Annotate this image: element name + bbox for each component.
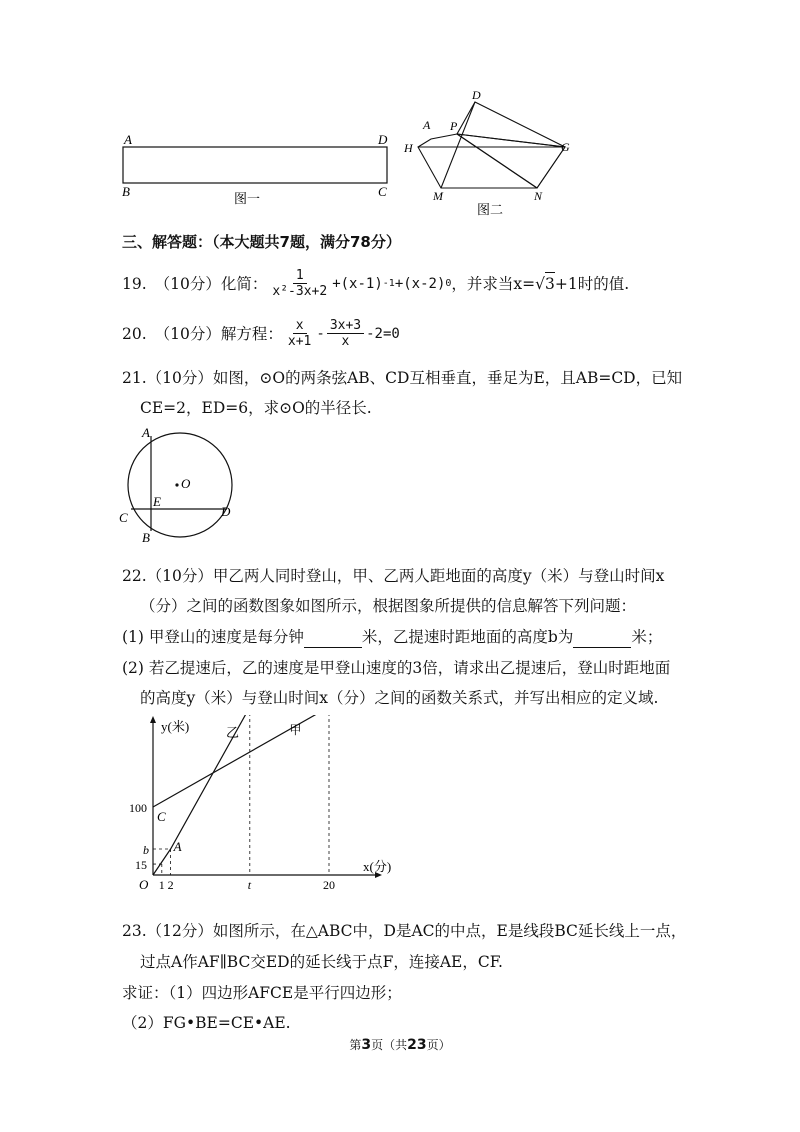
q23-line2: 过点A作AF∥BC交ED的延长线于点F，连接AE，CF.	[140, 953, 503, 971]
caption-fig1: 图一	[234, 191, 261, 206]
label-D: D	[221, 504, 231, 519]
label-A: A	[124, 132, 132, 147]
series-jia-name: 甲	[289, 723, 302, 737]
rectangle-abcd	[123, 147, 387, 183]
q23-line4: （2）FG•BE=CE•AE.	[122, 1014, 291, 1032]
chart-axes	[150, 716, 382, 878]
q20-fraction-2: $\frac{3x+3}{x}$	[327, 318, 364, 349]
q23-line3: 求证：（1）四边形AFCE是平行四边形；	[122, 984, 402, 1002]
y-axis-label: y(米)	[161, 719, 190, 734]
ytick-100: 100	[129, 801, 147, 815]
q22-part1: (1) 甲登山的速度是每分钟 米，乙提速时距地面的高度b为 米；	[122, 628, 663, 646]
q20-score: （10分）解方程：	[154, 324, 283, 343]
point-C: C	[157, 809, 166, 824]
q22-line1: 22.（10分）甲乙两人同时登山，甲、乙两人距地面的高度y（米）与登山时间x	[122, 567, 665, 585]
center-dot	[175, 483, 178, 486]
origin-label: O	[139, 877, 149, 892]
q19-tail2: +1时的值.	[554, 274, 630, 293]
question-19: 19. （10分）化简： $\frac{1}{\text{x²-3x+2}}$ +(x-1) -1 +(x-2) 0 ，并求当x= √ 3 +1时的值.	[122, 268, 630, 299]
q19-sqrt: 3	[545, 272, 555, 295]
xtick-2: 2	[167, 878, 174, 892]
xtick-t: t	[247, 878, 252, 892]
q19-score: （10分）化简：	[154, 274, 268, 293]
q21-line2: CE=2，ED=6，求⊙O的半径长.	[140, 399, 372, 417]
label-B: B	[142, 530, 150, 545]
q19-tail: ，并求当x=	[451, 274, 536, 293]
label-A: A	[142, 425, 150, 440]
label-G: G	[561, 140, 570, 154]
label-O: O	[181, 476, 191, 491]
q19-expr2: +(x-2)	[394, 275, 446, 292]
figure-circle	[115, 425, 245, 545]
sqrt-sign: √	[535, 274, 546, 293]
series-yi-name: 乙	[226, 725, 240, 740]
label-A2: A	[423, 118, 431, 132]
current-page: 3	[361, 1037, 372, 1053]
q22-part2-line1: (2) 若乙提速后，乙的速度是甲登山速度的3倍，请求出乙提速后，登山时距地面	[122, 659, 671, 677]
ytick-15: 15	[135, 858, 147, 873]
point-A: A	[173, 839, 182, 854]
page-footer: 第3页（共23页）	[349, 1037, 451, 1053]
label-B: B	[122, 184, 130, 199]
lower-quad	[418, 134, 565, 188]
q19-expr: +(x-1)	[332, 275, 383, 292]
label-D: D	[378, 132, 388, 147]
label-N: N	[534, 189, 543, 203]
label-P: P	[450, 119, 458, 133]
q20-fraction-1: $\frac{x}{x+1}$	[287, 318, 312, 349]
label-H: H	[404, 141, 413, 155]
label-C: C	[119, 510, 128, 525]
q19-number: 19.	[122, 274, 147, 293]
label-D2: D	[472, 90, 481, 102]
height-time-chart	[125, 715, 415, 895]
q21-line1: 21.（10分）如图，⊙O的两条弦AB、CD互相垂直，垂足为E，且AB=CD，已知	[122, 369, 683, 387]
label-M: M	[433, 189, 443, 203]
q20-number: 20.	[122, 324, 147, 343]
label-E: E	[153, 494, 161, 509]
section-title: 三、解答题：（本大题共7题，满分78分）	[122, 233, 401, 251]
circle-o	[128, 433, 232, 537]
question-20: 20. （10分）解方程： $\frac{x}{x+1}$ - $\frac{3x+3}{x}$ -2=0	[122, 318, 400, 349]
figure-1	[110, 128, 400, 218]
xtick-20: 20	[323, 878, 335, 892]
x-axis-label: x(分)	[363, 859, 392, 874]
xtick-1: 1	[158, 878, 165, 892]
answer-blank-2[interactable]	[573, 631, 631, 648]
q22-part2-line2: 的高度y（米）与登山时间x（分）之间的函数关系式，并写出相应的定义域.	[140, 689, 659, 707]
ytick-b: b	[143, 843, 149, 857]
chart-labels	[127, 715, 391, 892]
q23-line1: 23.（12分）如图所示，在△ABC中，D是AC的中点，E是线段BC延长线上一点，	[122, 922, 687, 940]
figure-2	[395, 90, 595, 220]
caption-fig2: 图二	[477, 202, 504, 217]
answer-blank-1[interactable]	[304, 631, 362, 648]
q22-line2: （分）之间的函数图象如图所示，根据图象所提供的信息解答下列问题：	[140, 597, 637, 615]
q20-tail: -2=0	[366, 325, 400, 342]
y-axis-arrow	[150, 716, 156, 723]
label-C: C	[378, 184, 387, 199]
q19-fraction: $\frac{1}{\text{x²-3x+2}}$	[272, 268, 328, 299]
total-pages: 23	[407, 1037, 427, 1053]
